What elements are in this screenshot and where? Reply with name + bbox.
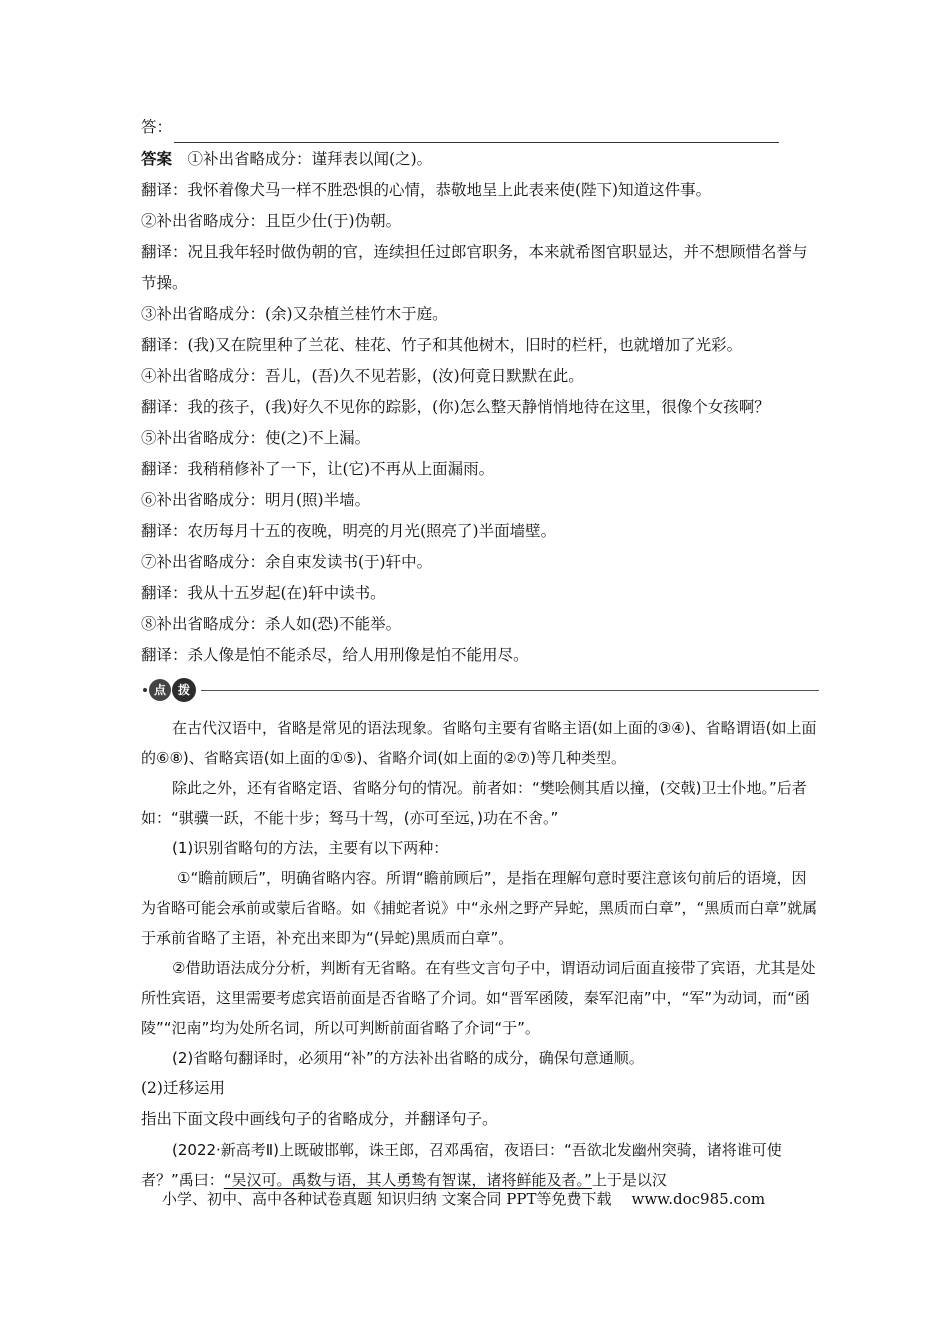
note-paragraph-2: 除此之外，还有省略定语、省略分句的情况。前者如：“樊哙侧其盾以撞，(交戟)卫士仆地。”后者如：“骐骥一跃，不能十步；驽马十驾，(亦可至远，)功在不舍。” [141, 779, 807, 827]
bullet-dot-icon [143, 688, 147, 692]
transfer-heading: (2)迁移运用 [141, 1079, 225, 1097]
passage-underlined-sentence: “吴汉可。禹数与语，其人勇鸷有智谋，诸将鲜能及者。” [223, 1171, 592, 1189]
header-divider [201, 690, 819, 691]
note-paragraph-6: (2)省略句翻译时，必须用“补”的方法补出省略的成分，确保句意通顺。 [172, 1049, 644, 1067]
note-body [141, 713, 819, 1073]
page-footer [162, 1188, 765, 1209]
answer-item-7-supply: ⑦补出省略成分：余自束发读书(于)轩中。 [141, 553, 433, 571]
note-badge-1: 点 [149, 679, 171, 701]
note-paragraph-5: ②借助语法成分分析，判断有无省略。在有些文言句子中，谓语动词后面直接带了宾语，尤其是处所性宾语，这里需要考虑宾语前面是否省略了介词。如“晋军函陵，秦军氾南”中，“军”为动词，而“函陵”“氾南”均为处所名词，所以可判断前面省略了介词“于”。 [141, 959, 816, 1037]
note-section-header [141, 675, 819, 705]
transfer-passage [141, 1135, 819, 1195]
note-paragraph-4: ①“瞻前顾后”，明确省略内容。所谓“瞻前顾后”，是指在理解句意时要注意该句前后的语境，因为省略可能会承前或蒙后省略。如《捕蛇者说》中“永州之野产异蛇，黑质而白章”，“黑质而白章”就属于承前省略了主语，补充出来即为“(异蛇)黑质而白章”。 [141, 869, 818, 947]
note-badge-2: 拨 [172, 678, 196, 702]
answer-blank-line[interactable] [174, 124, 779, 143]
answer-item-3-translation: 翻译：(我)又在院里种了兰花、桂花、竹子和其他树木，旧时的栏杆，也就增加了光彩。 [141, 336, 743, 354]
answer-item-2-supply: ②补出省略成分：且臣少仕(于)伪朝。 [141, 212, 402, 230]
answer-item-1-translation: 翻译：我怀着像犬马一样不胜恐惧的心情，恭敬地呈上此表来使(陛下)知道这件事。 [141, 181, 712, 199]
answer-title: 答案 [141, 149, 173, 168]
answer-item-6-translation: 翻译：农历每月十五的夜晚，明亮的月光(照亮了)半面墙壁。 [141, 522, 557, 540]
content-area [141, 112, 819, 1195]
passage-post: 上于是以汉 [591, 1171, 667, 1189]
answer-item-6-supply: ⑥补出省略成分：明月(照)半墙。 [141, 491, 371, 509]
answer-item-5-translation: 翻译：我稍稍修补了一下，让(它)不再从上面漏雨。 [141, 460, 495, 478]
note-paragraph-3: (1)识别省略句的方法，主要有以下两种： [172, 839, 449, 857]
transfer-instruction: 指出下面文段中画线句子的省略成分，并翻译句子。 [141, 1110, 498, 1128]
answer-item-4-supply: ④补出省略成分：吾儿，(吾)久不见若影，(汝)何竟日默默在此。 [141, 367, 584, 385]
answer-item-8-supply: ⑧补出省略成分：杀人如(恐)不能举。 [141, 615, 402, 633]
answer-prompt: 答： [141, 118, 173, 136]
answer-item-4-translation: 翻译：我的孩子，(我)好久不见你的踪影，(你)怎么整天静悄悄地待在这里，很像个女孩啊？ [141, 398, 770, 416]
answer-prompt-row [141, 112, 819, 143]
answer-item-2-translation: 翻译：况且我年轻时做伪朝的官，连续担任过郎官职务，本来就希图官职显达，并不想顾惜名誉与节操。 [141, 243, 808, 292]
answer-item-1-supply: 答案 ①补出省略成分：谨拜表以闻(之)。 [141, 149, 433, 168]
answer-item-8-translation: 翻译：杀人像是怕不能杀尽，给人用刑像是怕不能用尽。 [141, 646, 529, 664]
note-paragraph-1: 在古代汉语中，省略是常见的语法现象。省略句主要有省略主语(如上面的③④)、省略谓语(如上面的⑥⑧)、省略宾语(如上面的①⑤)、省略介词(如上面的②⑦)等几种类型。 [141, 719, 817, 767]
footer-url[interactable]: www.doc985.com [631, 1190, 766, 1208]
footer-text: 小学、初中、高中各种试卷真题 知识归纳 文案合同 PPT等免费下载 [162, 1190, 612, 1208]
answer-item-5-supply: ⑤补出省略成分：使(之)不上漏。 [141, 429, 371, 447]
answer-item-7-translation: 翻译：我从十五岁起(在)轩中读书。 [141, 584, 386, 602]
passage-pre: (2022·新高考Ⅱ)上既破邯郸，诛王郎，召邓禹宿，夜语曰：“吾欲北发幽州突骑，诸将谁可使者？”禹曰： [141, 1141, 782, 1189]
answer-item-3-supply: ③补出省略成分：(余)又杂植兰桂竹木于庭。 [141, 305, 448, 323]
